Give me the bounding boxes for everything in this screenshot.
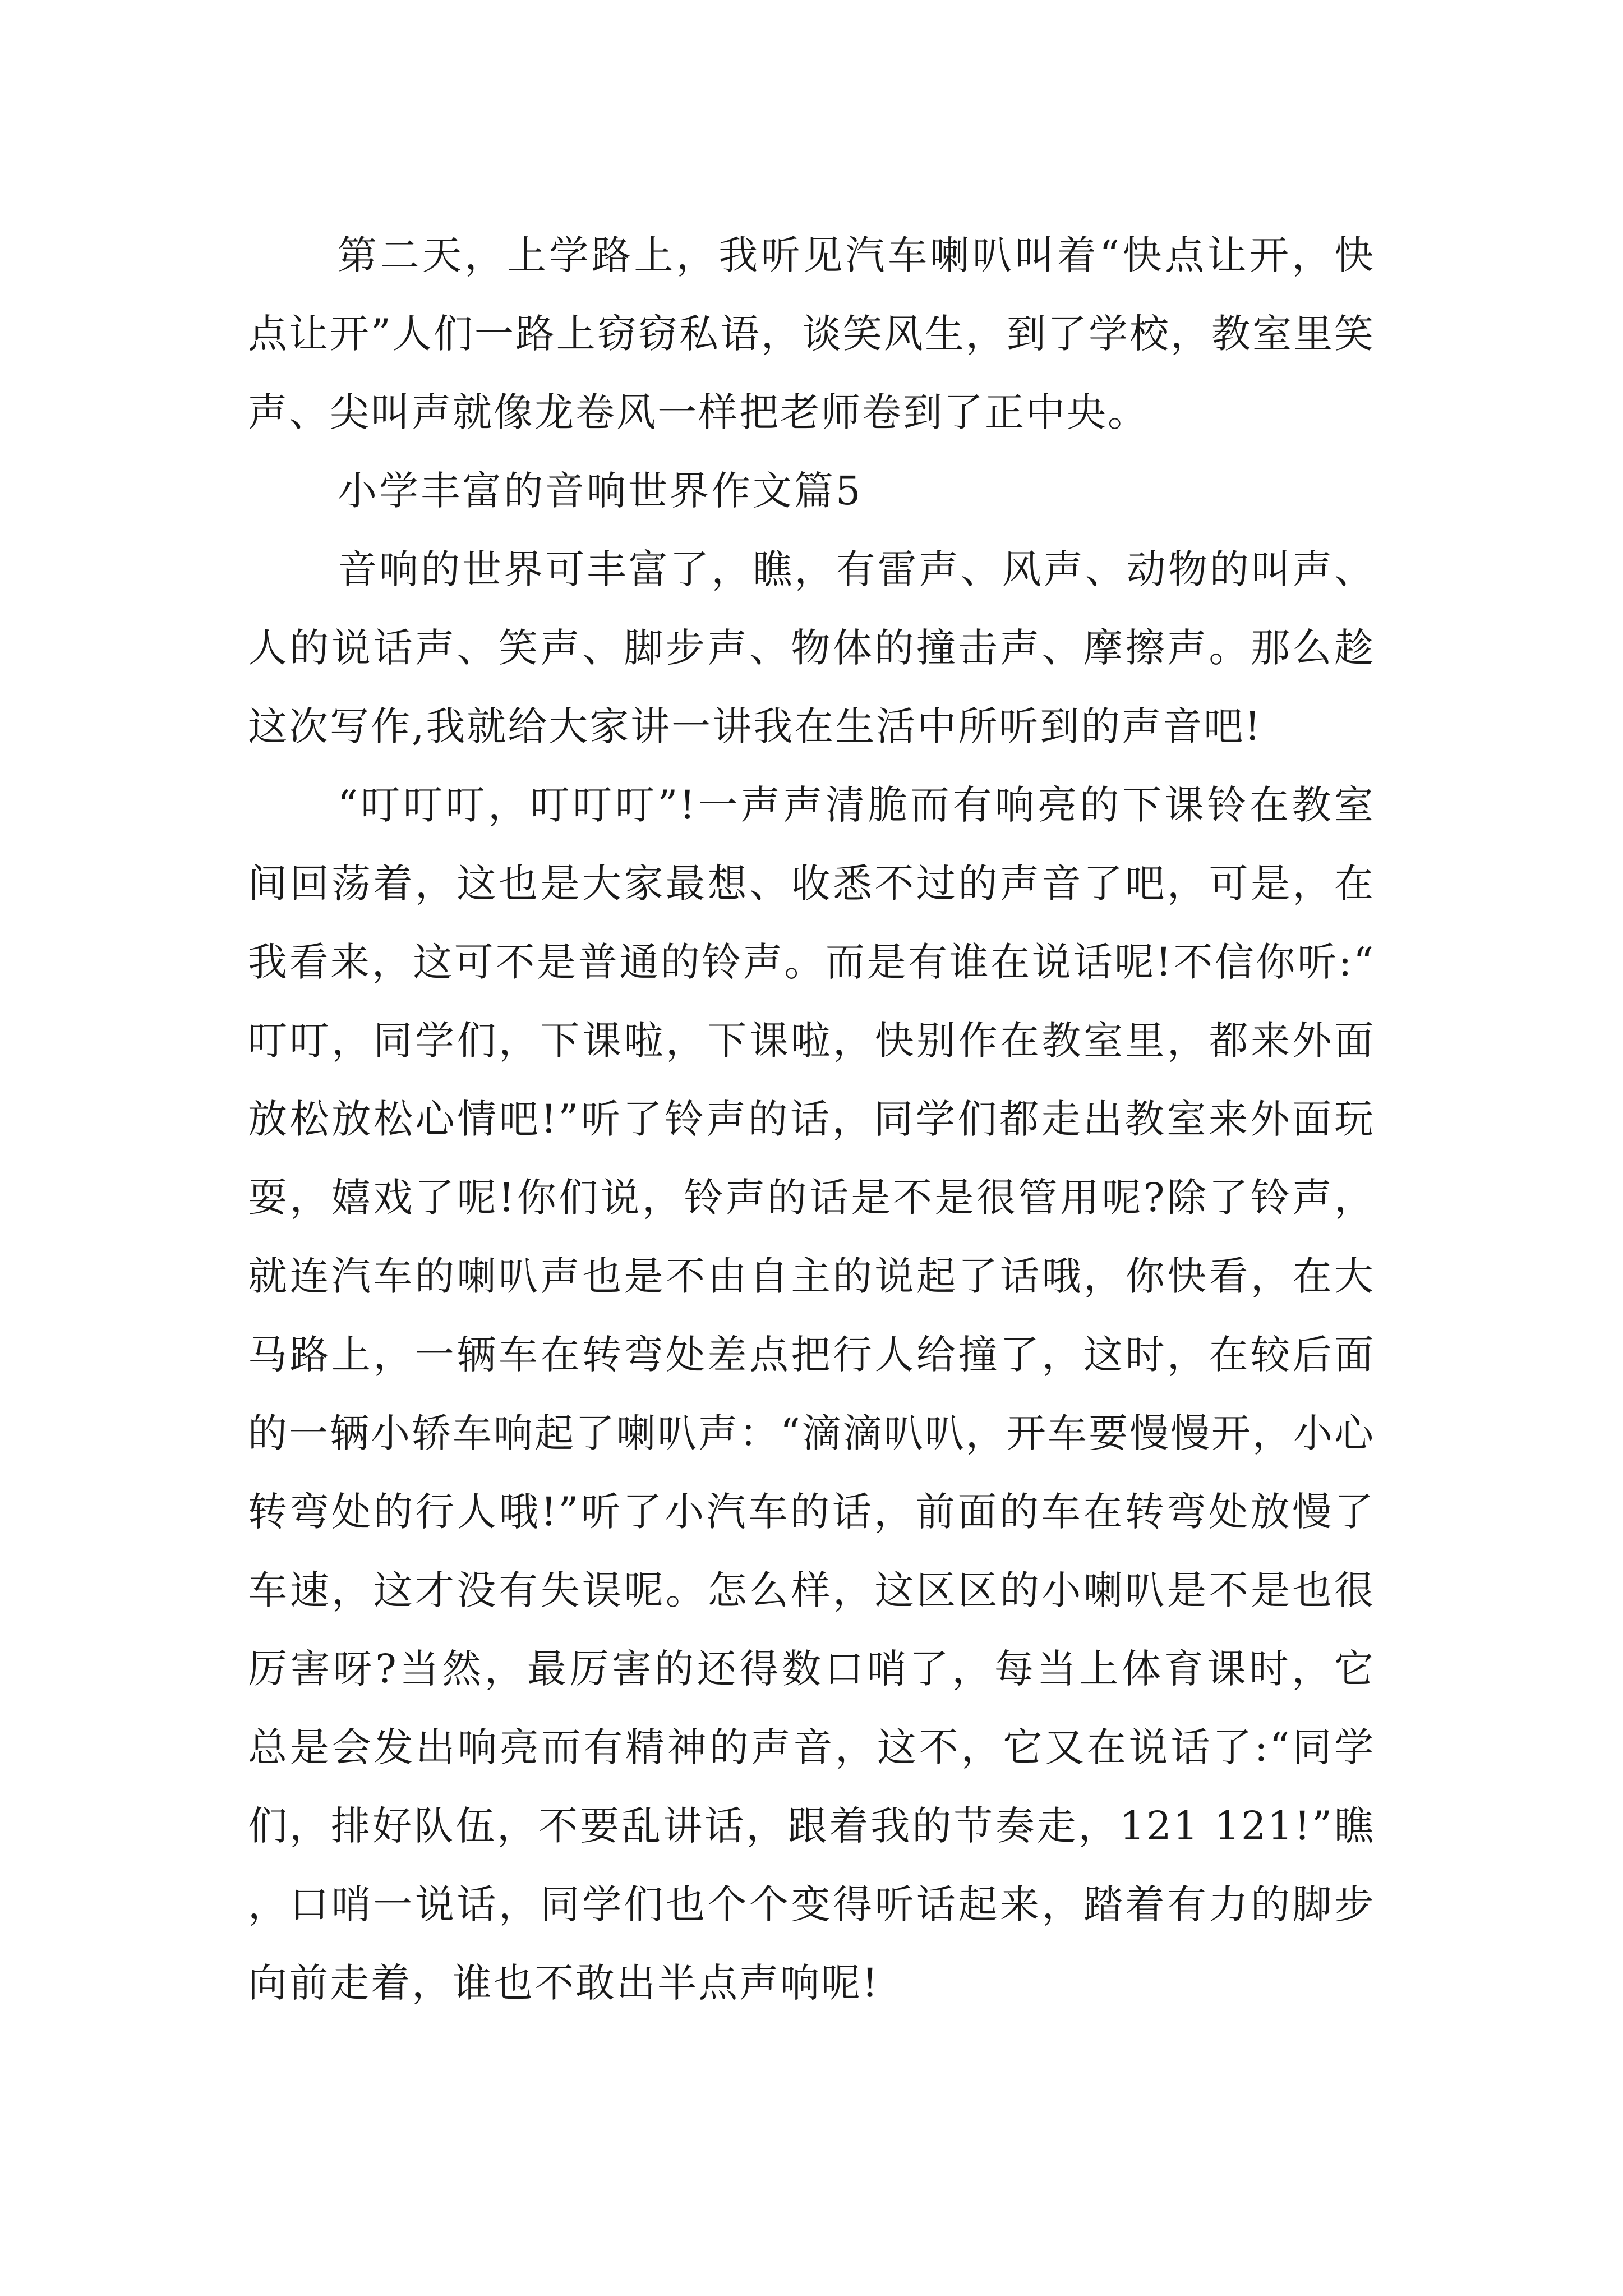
paragraph-second-day: 第二天，上学路上，我听见汽车喇叭叫着“快点让开，快点让开”人们一路上窃窃私语，谈笑风生，到了学校，教室里笑声、尖叫声就像龙卷风一样把老师卷到了正中央。 <box>248 232 1375 435</box>
paragraph-sounds: “叮叮叮，叮叮叮”!一声声清脆而有响亮的下课铃在教室间回荡着，这也是大家最想、收悉不过的声音了吧，可是，在我看来，这可不是普通的铃声。而是有谁在说话呢!不信你听:“叮叮，同学们，下课啦，下课啦，快别作在教室里，都来外面放松放松心情吧!”听了铃声的话，同学们都走出教室来外面玩耍，嬉戏了呢!你们说，铃声的话是不是很管用呢?除了铃声，就连汽车的喇叭声也是不由自主的说起了话哦，你快看，在大马路上，一辆车在转弯处差点把行人给撞了，这时，在较后面的一辆小轿车响起了喇叭声：“滴滴叭叭，开车要慢慢开，小心转弯处的行人哦!”听了小汽车的话，前面的车在转弯处放慢了车速，这才没有失误呢。怎么样，这区区的小喇叭是不是也很厉害呀?当然，最厉害的还得数口哨了，每当上体育课时，它总是会发出响亮而有精神的声音，这不，它又在说话了:“同学们，排好队伍，不要乱讲话，跟着我的节奏走，121 121!”瞧，口哨一说话，同学们也个个变得听话起来，踏着有力的脚步向前走着，谁也不敢出半点声响呢! <box>248 782 1375 2006</box>
document-body <box>248 216 1375 2022</box>
paragraph-intro: 音响的世界可丰富了，瞧，有雷声、风声、动物的叫声、人的说话声、笑声、脚步声、物体的撞击声、摩擦声。那么趁这次写作,我就给大家讲一讲我在生活中所听到的声音吧! <box>248 546 1375 749</box>
section-heading: 小学丰富的音响世界作文篇5 <box>338 468 863 514</box>
